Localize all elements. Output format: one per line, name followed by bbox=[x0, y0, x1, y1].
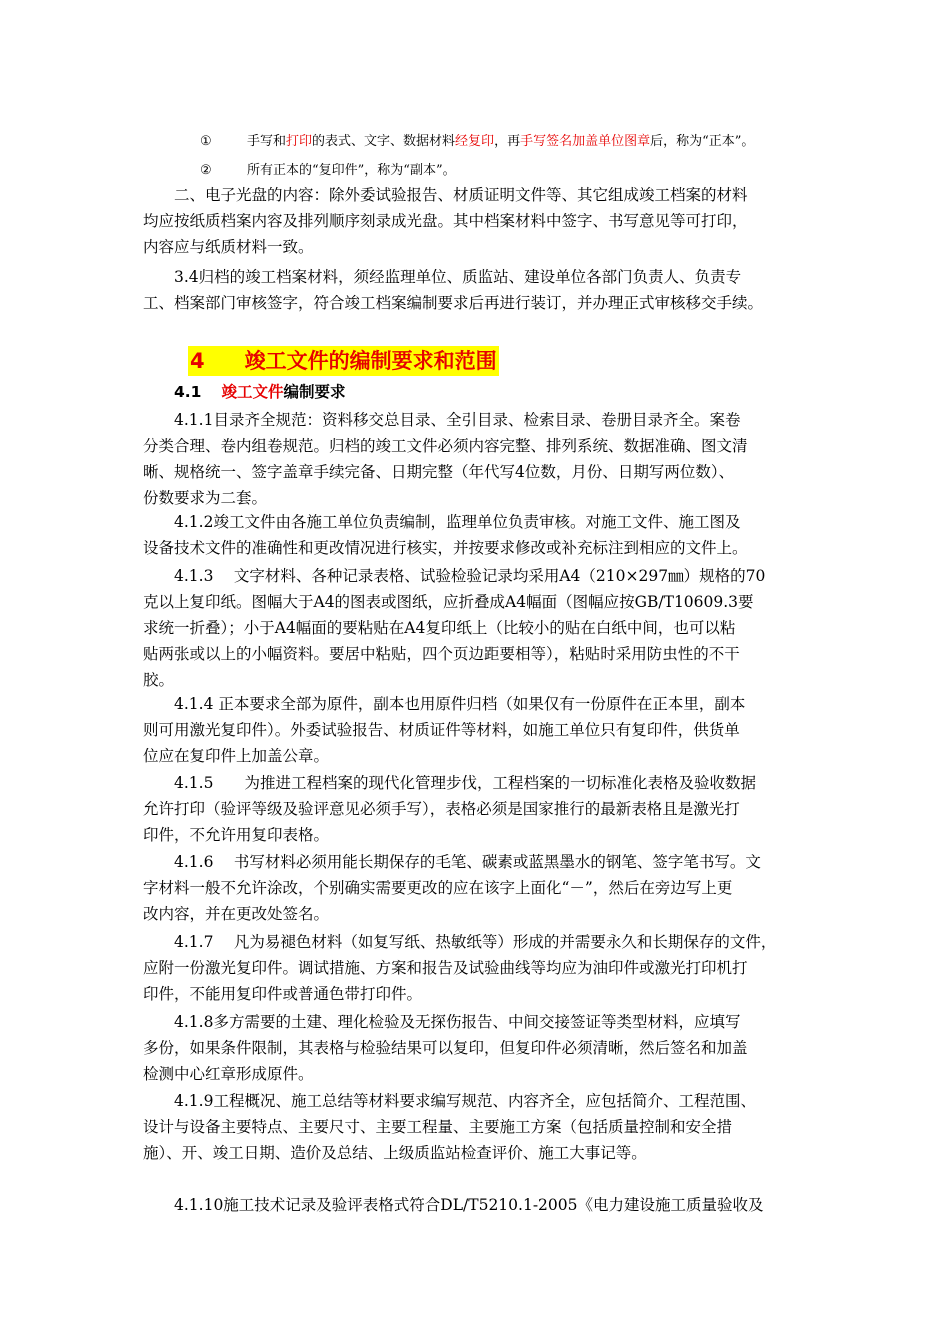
paragraph-4-1-8: 4.1.8多方需要的土建、理化检验及无探伤报告、中间交接签证等类型材料，应填写 多份，如果条件限制，其表格与检验结果可以复印，但复印件必须清晰，然后签名和加盖 检测中心红章形成原件。 bbox=[143, 1013, 748, 1083]
list-item-number: ① bbox=[200, 134, 212, 149]
section-title: 竣工文件的编制要求和范围 bbox=[244, 349, 497, 373]
paragraph-4-1-6: 4.1.6 书写材料必须用能长期保存的毛笔、碳素或蓝黑墨水的钢笔、签字笔书写。文 字材料一般不允许涂改，个别确实需要更改的应在该字上面化“－”，然后在旁边写上更 改内容，并在更改处签名。 bbox=[143, 853, 761, 923]
paragraph-4-1-9: 4.1.9工程概况、施工总结等材料要求编写规范、内容齐全，应包括简介、工程范围、 设计与设备主要特点、主要尺寸、主要工程量、主要施工方案（包括质量控制和安全措 施）、开、竣工日期、造价及总结、上级质监站检查评价、施工大事记等。 bbox=[143, 1092, 756, 1162]
subsection-number: 4.1 bbox=[174, 383, 202, 401]
section-number: 4 bbox=[190, 349, 205, 373]
paragraph-3-4: 3.4归档的竣工档案材料，须经监理单位、质监站、建设单位各部门负责人、负责专 工、档案部门审核签字，符合竣工档案编制要求后再进行装订，并办理正式审核移交手续。 bbox=[143, 268, 764, 312]
paragraph-4-1-7: 4.1.7 凡为易褪色材料（如复写纸、热敏纸等）形成的并需要永久和长期保存的文件， 应附一份激光复印件。调试措施、方案和报告及试验曲线等均应为油印件或激光打印机打 印件，不能用复印件或普通色带打印件。 bbox=[143, 933, 777, 1003]
paragraph-4-1-5: 4.1.5 为推进工程档案的现代化管理步伐，工程档案的一切标准化表格及验收数据 允许打印（验评等级及验评意见必须手写），表格必须是国家推行的最新表格且是激光打 印件，不允许用复印表格。 bbox=[143, 774, 756, 844]
list-item-2 bbox=[200, 159, 456, 178]
subsection-title: 编制要求 bbox=[283, 383, 346, 401]
paragraph-4-1-4: 4.1.4 正本要求全部为原件，副本也用原件归档（如果仅有一份原件在正本里，副本 则可用激光复印件）。外委试验报告、材质证件等材料，如施工单位只有复印件，供货单 位应在复印件上加盖公章。 bbox=[143, 695, 746, 765]
paragraph-4-1-10: 4.1.10施工技术记录及验评表格式符合DL/T5210.1-2005《电力建设施工质量验收及 bbox=[174, 1196, 764, 1214]
subsection-title-highlight: 竣工文件 bbox=[221, 383, 284, 401]
list-item-text: 所有正本的“复印件”，称为“副本”。 bbox=[247, 163, 456, 178]
list-item-1 bbox=[200, 130, 754, 149]
paragraph-4-1-1: 4.1.1目录齐全规范：资料移交总目录、全引目录、检索目录、卷册目录齐全。案卷 分类合理、卷内组卷规范。归档的竣工文件必须内容完整、排列系统、数据准确、图文清 晰、规格统一、签字盖章手续完备、日期完整（年代写4位数，月份、日期写两位数）、 份数要求为二套。 bbox=[143, 411, 748, 507]
paragraph-electronic-disc: 二、电子光盘的内容：除外委试验报告、材质证明文件等、其它组成竣工档案的材料 均应按纸质档案内容及排列顺序刻录成光盘。其中档案材料中签字、书写意见等可打印， 内容应与纸质材料一致。 bbox=[143, 186, 748, 256]
list-item-number: ② bbox=[200, 163, 212, 178]
list-item-text: 手写和打印的表式、文字、数据材料经复印，再手写签名加盖单位图章后，称为“正本”。 bbox=[247, 134, 755, 149]
paragraph-4-1-2: 4.1.2竣工文件由各施工单位负责编制，监理单位负责审核。对施工文件、施工图及 设备技术文件的准确性和更改情况进行核实，并按要求修改或补充标注到相应的文件上。 bbox=[143, 513, 748, 557]
subsection-heading bbox=[174, 380, 346, 404]
section-heading bbox=[188, 346, 499, 376]
paragraph-4-1-3: 4.1.3 文字材料、各种记录表格、试验检验记录均采用A4（210×297㎜）规格的70 克以上复印纸。图幅大于A4的图表或图纸，应折叠成A4幅面（图幅应按GB/T10609.3要 求统一折叠）；小于A4幅面的要粘贴在A4复印纸上（比较小的贴在白纸中间，也可以粘 贴两张或以上的小幅资料。要居中粘贴，四个页边距要相等），粘贴时采用防虫性的不干 胶。 bbox=[143, 567, 766, 689]
